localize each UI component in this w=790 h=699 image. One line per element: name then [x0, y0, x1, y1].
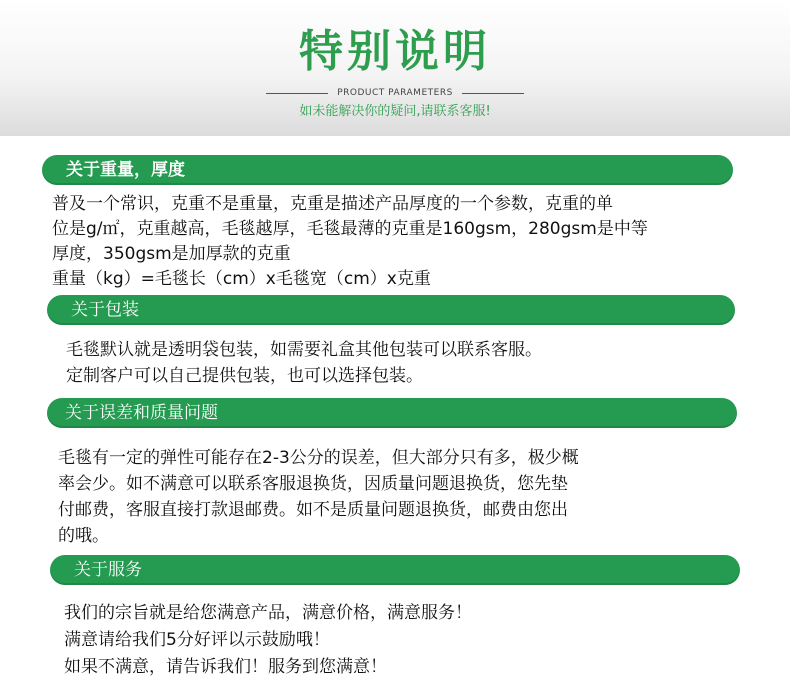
section-heading-label: 关于服务: [74, 560, 142, 580]
section-heading-label: 关于包装: [71, 300, 139, 320]
quality-line-4: 的哦。: [58, 526, 109, 546]
service-line-3: 如果不满意，请告诉我们！服务到您满意！: [64, 657, 387, 677]
subtitle-cn: 如未能解决你的疑问,请联系客服!: [299, 104, 491, 119]
service-line-2: 满意请给我们5分好评以示鼓励哦！: [64, 630, 330, 650]
header-banner: [0, 0, 790, 136]
quality-line-1: 毛毯有一定的弹性可能存在2-3公分的误差，但大部分只有多，极少概: [58, 448, 579, 468]
section-heading-label: 关于重量，厚度: [66, 160, 185, 180]
service-line-1: 我们的宗旨就是给您满意产品，满意价格，满意服务！: [64, 603, 472, 623]
weight-line-3: 厚度，350gsm是加厚款的克重: [52, 244, 291, 264]
section-heading-label: 关于误差和质量问题: [65, 403, 218, 423]
section-heading-weight: [42, 155, 733, 185]
section-heading-packaging: [47, 295, 735, 325]
weight-line-1: 普及一个常识，克重不是重量，克重是描述产品厚度的一个参数，克重的单: [52, 194, 613, 214]
section-heading-service: [50, 555, 740, 585]
weight-line-2: 位是g/㎡，克重越高，毛毯越厚，毛毯最薄的克重是160gsm，280gsm是中等: [52, 219, 648, 239]
quality-line-2: 率会少。如不满意可以联系客服退换货，因质量问题退换货，您先垫: [58, 474, 568, 494]
weight-line-4: 重量（kg）=毛毯长（cm）x毛毯宽（cm）x克重: [52, 269, 431, 289]
quality-line-3: 付邮费，客服直接打款退邮费。如不是质量问题退换货，邮费由您出: [58, 500, 568, 520]
packaging-line-2: 定制客户可以自己提供包装，也可以选择包装。: [66, 366, 423, 386]
page-title: 特别说明: [299, 26, 491, 77]
section-heading-quality: [47, 398, 737, 428]
packaging-line-1: 毛毯默认就是透明袋包装，如需要礼盒其他包装可以联系客服。: [66, 340, 542, 360]
divider-right: [462, 93, 524, 94]
subtitle-en: PRODUCT PARAMETERS: [337, 88, 453, 98]
